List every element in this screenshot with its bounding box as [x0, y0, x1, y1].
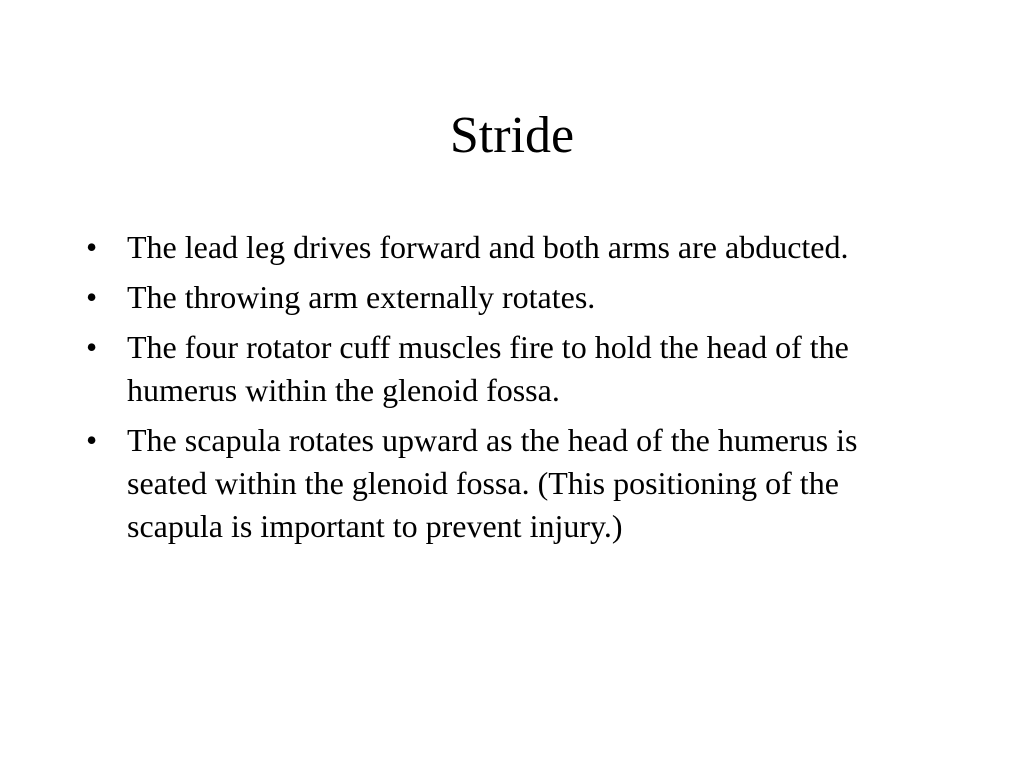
bullet-icon: •: [86, 229, 98, 265]
slide-title: Stride: [449, 107, 575, 164]
bullet-icon: •: [86, 279, 98, 315]
bullet-text: The scapula rotates upward as the head of the humerus is seated within the glenoid fossa. (This positioning of the scapula is important to prevent injury.): [127, 422, 858, 544]
bullet-text: The four rotator cuff muscles fire to hold the head of the humerus within the glenoid fossa.: [127, 329, 849, 408]
bullet-text: The throwing arm externally rotates.: [127, 279, 596, 315]
bullet-list: [82, 226, 942, 555]
bullet-item: [82, 326, 942, 412]
bullet-icon: •: [86, 329, 98, 365]
bullet-item: [82, 276, 942, 319]
bullet-text: The lead leg drives forward and both arms are abducted.: [127, 229, 849, 265]
bullet-icon: •: [86, 422, 98, 458]
bullet-item: [82, 226, 942, 269]
bullet-item: [82, 419, 942, 548]
